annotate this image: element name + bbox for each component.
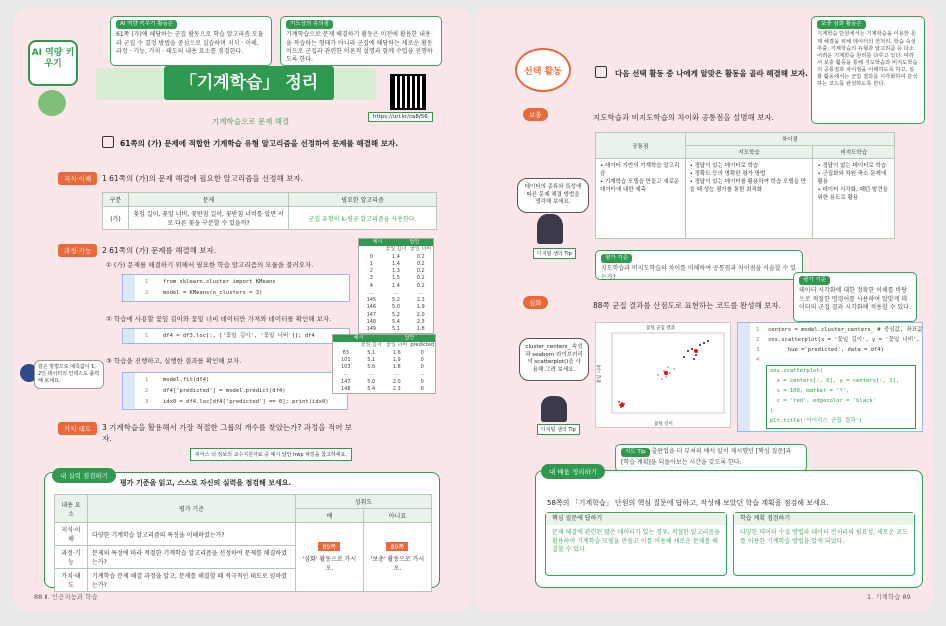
plot-xlabel: 꽃잎 길이 [654, 422, 673, 427]
t1-h1: 문제 [129, 193, 289, 207]
mini2-cell: 0 [420, 356, 424, 363]
callout-guide-tag: 지도상의 유의점 [286, 20, 333, 29]
mini1-cell: 1.9 [416, 304, 425, 311]
t2-h1: 차이점 [685, 133, 894, 146]
eval-note-basic [595, 250, 803, 280]
ai-corner-badge [28, 40, 78, 86]
mini1-cell: 5.4 [392, 318, 400, 325]
mini1-cell: 5.1 [392, 326, 400, 332]
corner-note-text: 기계학습 단원에서는 기계학습을 이용한 문제 해결을 위해 데이터의 전처리, 학습 속성 추출, 기계학습의 유형과 알고리즘 등 다소 어려운 기계학습 원리를 다루고 있다. 따라서 보충 활동을 통해 지도학습과 비지도학습의 공통점과 차이점을 이해하도록 하고, 심화 활동에서는 군집 결과를 시각화하여 분석하는 코드를 완성하도록 한다. [817, 31, 918, 88]
eval-h1: 평가 기준 [88, 495, 296, 523]
predicted-table [332, 334, 436, 394]
eval-no-cell[interactable] [363, 523, 431, 592]
code3-line1: model.fit(df4) [163, 377, 210, 383]
code3-line2: df4['predicted'] = model.predict(df4) [163, 388, 286, 394]
mini1-cell: 4 [369, 282, 373, 289]
t2-sup-1: • 정확도 등의 명확한 평가 방법 [689, 171, 766, 177]
activity-icon [595, 66, 607, 78]
no-text: '보충' 활동으로 가시오. [370, 556, 425, 572]
mini1-answer: 답안 [409, 239, 420, 245]
code4-line9: ) [770, 408, 774, 414]
callout-ai [110, 16, 272, 66]
t1-c0: (가) [103, 207, 129, 230]
subtitle: 기계학습으로 문제 해결 [212, 117, 290, 126]
title-bar [164, 66, 334, 100]
code4-line10: plt.title('아이리스 군집 결과') [770, 418, 863, 424]
left-footer: 88 Ⅱ. 인공지능과 학습 [34, 593, 98, 601]
mini1-cell: 0.2 [416, 268, 425, 274]
mini1-h0: 꽃잎 길이 [385, 246, 407, 253]
code1-line2: model = KMeans(n_clusters = 3) [163, 290, 263, 296]
cluster-plot [595, 322, 731, 428]
t1-h0: 구분 [103, 193, 129, 207]
mini1-cell: 1 [369, 260, 373, 267]
df4-preview-table [358, 238, 434, 334]
q3-note: 피아스 더 정보의 교수지원자료 중 예시 답안 hwp 파일을 참고하세요. [190, 448, 352, 461]
code4-line7: s = 100, marker = '*', [770, 388, 850, 394]
yes-text: '심화' 활동으로 가시오. [302, 556, 357, 572]
question-2-2: ② 학습에 사용할 꽃잎 길이와 꽃잎 너비 데이터만 가져와 데이터를 확인해 보자. [106, 315, 332, 323]
mini1-cell: 5.2 [392, 311, 400, 318]
code-block-2: 1 df4 = df3.loc[:, ['꽃잎 길이', '꽃잎 너비']]; df4 [122, 328, 350, 344]
code2-line1: df4 = df3.loc[:, ['꽃잎 길이', '꽃잎 너비']]; df4 [163, 333, 315, 339]
intro-text: 61쪽의 (가) 문제에 적합한 기계학습 유형 알고리즘을 선정하여 문제를 해결해 보자. [120, 139, 399, 148]
code4-line2: sns.scatterplot(x = '꽃잎 길이', y = '꽃잎 너비', [768, 337, 920, 343]
tag-basic: 보충 [523, 108, 548, 121]
mini2-cell: 5.0 [367, 378, 376, 385]
basic-question: 지도학습과 비지도학습의 차이와 공통점을 설명해 보자. [593, 113, 774, 122]
corner-note [811, 16, 925, 124]
mini1-cell: 2.0 [416, 311, 425, 318]
question-2-3: ③ 학습을 진행하고, 실행한 결과를 확인해 보자. [106, 357, 242, 365]
guide-tip [615, 444, 807, 472]
mini1-cell: 3 [369, 275, 373, 282]
eval-note-basic-tag: 평가 기준 [601, 254, 632, 263]
mini1-cell: 1.4 [392, 260, 400, 267]
callout-ai-tag: AI 역량 키우기 활동은 [116, 20, 177, 29]
reflect-c0: 문제 해결에 관련된 많은 데이터가 있는 경우, 적절한 알고리즘을 활용하여 기계학습 모델을 만들고 이를 이용해 새로운 문제를 해결할 수 있다. [552, 529, 720, 554]
callout-guide [280, 16, 442, 66]
mini2-cell: 5.6 [367, 364, 376, 370]
eval-note-adv-tag: 평가 기준 [799, 276, 830, 285]
plot-canvas [608, 331, 728, 417]
mini1-cell: 1.4 [392, 253, 400, 260]
activity-title: 선택 활동 [524, 67, 562, 77]
eval-h4: 아니요 [363, 509, 431, 523]
no-page: 89쪽 [386, 542, 408, 551]
mini1-cell: 5.2 [392, 297, 400, 303]
reflect-col-2 [733, 512, 915, 576]
t1-h2: 필요한 알고리즘 [289, 193, 437, 207]
mini2-cell: 1.8 [392, 364, 401, 370]
mini1-cell: 0.2 [416, 275, 425, 282]
tag-process: 과정·기능 [58, 244, 97, 257]
mini2-h2: predicted [410, 342, 435, 349]
eval-r0-c1: 다양한 기계학습 알고리즘의 특성을 이해하였는가? [88, 523, 296, 546]
mini1-cell: 0.2 [416, 282, 425, 289]
mini2-cell: 103 [340, 364, 351, 370]
guide-tip-tag: 지도 Tip [621, 448, 650, 457]
tip-label-2: 디지털 샘의 Tip [537, 424, 580, 435]
teacher-avatar [537, 214, 563, 244]
eval-h0: 내용 요소 [55, 495, 88, 523]
robot-icon [38, 90, 66, 116]
question-2-1: ① (가) 문제를 해결하기 위해서 필요한 학습 알고리즘의 모듈을 불러오자. [106, 261, 314, 269]
mini1-cell: … [368, 289, 374, 296]
t2-h0: 공통점 [596, 133, 686, 159]
question-3: 3 기계학습을 활용해서 가장 적절한 그룹의 개수를 찾았는가? 과정을 적어 보자. [102, 423, 352, 444]
reflect-tag [541, 464, 605, 479]
reflect-h1: 학습 계획 점검하기 [734, 513, 914, 525]
eval-tag-text: 내 실력 점검하기 [60, 472, 109, 480]
eval-table [54, 494, 432, 592]
mini1-cell: 2.3 [416, 318, 425, 325]
mini2-cell: 147 [340, 378, 351, 385]
tag-value: 가치·태도 [58, 422, 97, 435]
eval-r1-c0: 과정·기능 [55, 546, 88, 569]
eval-note-basic-text: 지도학습과 비지도학습의 차이를 이해하여 공통점과 차이점을 서술할 수 있는가? [601, 265, 796, 281]
mini2-cell: … [419, 371, 425, 378]
right-footer: 1. 기계학습 89 [867, 593, 911, 601]
code-block-4: 1 centers = model.cluster_centers_ # 중심값, 좌표값 2 sns.scatterplot(x = '꽃잎 길이', y = '꽃잎 너비', 3 hue ='predicted', data = df4) 4 sns.scatterplot( x = centers[:, 0], y = centers[:, 1], s = 100, marker = '*', c = 'red', edgecolor = 'black' ) plt.title('아이리스 군집 결과') [737, 322, 923, 432]
mini1-cell: 2.3 [416, 297, 425, 303]
speaker-note: 같은 방법으로 예측값이 1, 2인 데이터의 인덱스도 출력해 보세요. [34, 360, 104, 389]
mini1-cell: 146 [366, 304, 377, 311]
mini2-cell: 0 [420, 349, 424, 356]
t1-c1: 꽃잎 길이, 꽃잎 너비, 꽃받침 길이, 꽃받침 너비를 알면 서로 다른 꽃을 구분할 수 있을까? [129, 207, 289, 230]
question-2: 2 61쪽의 (가) 문제를 해결해 보자. [102, 246, 217, 255]
mini1-cell: 5.0 [392, 304, 400, 311]
tip-label-1: 디지털 샘의 Tip [533, 248, 576, 259]
plot-title: 꽃잎 군집 결과 [646, 326, 675, 331]
algorithm-table [102, 192, 437, 230]
corner-tag-text: AI 역량 키우기 [31, 48, 75, 69]
intro-icon [102, 136, 114, 148]
code4-line5: sns.scatterplot( [770, 368, 823, 374]
eval-intro: 평가 기준을 읽고, 스스로 자신의 실력을 점검해 보세요. [120, 479, 292, 487]
student-avatar [541, 396, 567, 422]
eval-note-adv-text: 데이터 시각화에 대한 정확한 이해를 바탕으로 적절한 명령어를 사용하여 알맞게 데이터의 군집 결과 시각화해 적용할 수 있다. [799, 287, 911, 311]
t2-common-1: • 기계학습 모델을 만들고 새로운 데이터에 대한 예측 [600, 179, 680, 193]
code1-line1: from sklearn.cluster import KMeans [163, 279, 276, 285]
t2-common-0: • 데이터 기반의 기계학습 알고리즘 [600, 163, 680, 177]
speech-hint-2: cluster_centers_ 속성과 seaborn 라이브러리의 scatterplot()을 사용해 그려 보세요. [519, 338, 589, 381]
eval-r0-c0: 지식·이해 [55, 523, 88, 546]
mini2-cell: 2.3 [392, 385, 401, 392]
corner-note-tag: 보충 심화 활동은 [817, 20, 866, 29]
mini2-cell: 0 [420, 385, 424, 392]
code4-line6: x = centers[:, 0], y = centers[:, 1], [770, 378, 900, 384]
qr-url[interactable]: https://url.kr/ca8/56 [368, 112, 433, 122]
reflect-tag-text: 내 배움 정리하기 [549, 468, 598, 476]
plot-ylabel: 꽃잎 너비 [597, 364, 603, 384]
code-block-1: 1 from sklearn.cluster import KMeans 2 model = KMeans(n_clusters = 3) [122, 274, 350, 302]
mini1-cell: … [418, 289, 424, 296]
mini1-cell: 1.4 [392, 282, 400, 289]
mini1-cell: 147 [366, 311, 377, 318]
t2-unsup-0: • 정답이 없는 데이터로 학습 [817, 163, 887, 169]
reflect-c1: 다양한 데이터 수집 방법과 데이터 전처리의 필요성, 새로운 코드를 이용한 기계학습 방법을 알게 되었다. [740, 529, 908, 545]
eval-r2-c0: 가치·태도 [55, 569, 88, 592]
mini1-example: 예시 [372, 239, 383, 245]
mini2-cell: 5.4 [367, 385, 376, 392]
reflect-h0: 핵심 질문에 답하기 [546, 513, 726, 525]
qr-code[interactable] [390, 74, 426, 110]
mini2-cell: 5.1 [367, 356, 376, 363]
code4-line1: centers = model.cluster_centers_ # 중심값, 좌표값 [768, 327, 923, 333]
mini2-cell: 83 [342, 349, 349, 356]
page-title: 「기계학습」 정리 [179, 73, 319, 93]
eval-note-adv [793, 272, 917, 322]
eval-h3: 예 [295, 509, 363, 523]
mini2-example: 예시 [353, 335, 364, 341]
mini1-cell: 2 [369, 268, 373, 274]
mini2-cell: 1.9 [392, 356, 401, 363]
question-1: 1 61쪽의 (가)의 문제 해결에 필요한 알고리즘을 선정해 보자. [102, 174, 304, 183]
eval-r1-c1: 문제의 특성에 따라 적절한 기계학습 알고리즘을 선정하여 문제를 해결하였는가? [88, 546, 296, 569]
eval-yes-cell[interactable] [295, 523, 363, 592]
mini2-cell: 148 [340, 385, 351, 392]
speech-hint-1: 데이터의 종류와 특성에 따른 문제 해결 방법을 생각해 보세요. [517, 178, 589, 213]
mini1-cell: 0 [369, 253, 373, 260]
t2-unsup-1: • 군집화와 차원 축소 문제에 활용 [817, 171, 887, 185]
t1-c2: 군집 유형의 k-평균 알고리즘을 사용한다. [289, 207, 437, 230]
mini1-cell: 1.3 [392, 268, 400, 274]
callout-guide-text: 기계학습으로 문제 해결하기 활동은 이전에 활용한 내용을 복습하는 형태가 아니라 군집에 해당하는 새로운 활동이므로 군집과 관련한 이론적 설명과 함께 수업을 진행하도록 한다. [286, 31, 433, 63]
t2-h3: 비지도학습 [813, 146, 895, 159]
advanced-question: 88쪽 군집 결과를 산점도로 표현하는 코드를 완성해 보자. [593, 301, 782, 310]
mini1-cell: 148 [366, 318, 377, 325]
yes-page: 89쪽 [318, 542, 340, 551]
mini2-cell: … [394, 371, 400, 378]
reflect-col-1 [545, 512, 727, 576]
mini1-cell: 1.5 [392, 275, 400, 282]
mini2-answer: 답안 [404, 335, 415, 341]
mini1-cell: 0.2 [416, 260, 425, 267]
mini2-h1: 꽃잎 너비 [386, 342, 408, 349]
eval-r2-c1: 기계학습 문제 해결 과정을 알고, 문제를 해결할 때 적극적인 태도로 임하였는가? [88, 569, 296, 592]
eval-h2: 성취도 [295, 495, 431, 509]
mini2-cell: 0 [420, 364, 424, 370]
mini2-cell: … [368, 371, 374, 378]
t2-sup-2: • 정답이 있는 데이터를 활용하여 학습 모델을 만들 때 성능 평가를 통한 최적화 [689, 179, 807, 193]
mini2-cell: 1.6 [392, 349, 401, 356]
right-page [475, 8, 933, 612]
mini1-cell: 1.8 [416, 326, 425, 332]
activity-badge [515, 48, 571, 92]
guide-tip-text: 출판업을 더 부처의 에서 앞서 제시했던 [핵심 질문]과 [학습 계획]을 되돌아보는 시간을 갖도록 한다. [621, 448, 792, 467]
code4-answer-box [766, 365, 916, 429]
mini1-cell: … [393, 289, 399, 296]
code-block-3: 1 model.fit(df4) 2 df4['predicted'] = model.predict(df4) 3 idx0 = df4.loc[df4['predicted'] == 0]; print(idx0) [122, 372, 348, 410]
mini2-cell: 0 [420, 378, 424, 385]
t2-unsup-2: • 데이터 시각화, 패턴 발견을 위한 용도로 활용 [817, 187, 888, 201]
tag-knowledge: 지식·이해 [58, 172, 97, 185]
mini2-cell: 2.0 [392, 378, 401, 385]
activity-intro: 다음 선택 활동 중 나에게 알맞은 활동을 골라 해결해 보자. [615, 69, 808, 78]
mini2-h0: 꽃잎 길이 [360, 342, 382, 349]
compare-table [595, 132, 895, 239]
left-page [14, 8, 472, 612]
code4-line3: hue ='predicted', data = df4) [768, 347, 884, 353]
mini2-cell: 101 [340, 356, 351, 363]
mini1-cell: 0.2 [416, 253, 425, 260]
mini2-cell: … [343, 371, 349, 378]
callout-ai-text: 61쪽 (가)에 해당하는 군집 활동으로 학습 알고리즘 모듈과 군집 수 결정 방법을 중심으로 실습하며 지식 · 이해, 과정 · 기능, 가치 · 태도의 내용 요소를 점검한다. [116, 31, 264, 55]
mini1-cell: 149 [366, 326, 377, 332]
mini2-cell: 5.1 [367, 349, 376, 356]
t2-h2: 지도학습 [685, 146, 813, 159]
code4-line8: c = 'red', edgecolor = 'black' [770, 398, 876, 404]
reflect-question: 58쪽의 「기계학습」 단원의 핵심 질문에 답하고, 작성해 보았던 학습 계획을 점검해 보세요. [547, 499, 829, 507]
code3-line3: idx0 = df4.loc[df4['predicted'] == 0]; print(idx0) [163, 399, 329, 405]
mini1-cell: 145 [366, 297, 377, 303]
eval-tag [52, 468, 116, 483]
mini1-h1: 꽃잎 너비 [410, 246, 432, 253]
tag-advanced: 심화 [523, 296, 548, 309]
t2-sup-0: • 정답이 있는 데이터로 학습 [689, 163, 759, 169]
